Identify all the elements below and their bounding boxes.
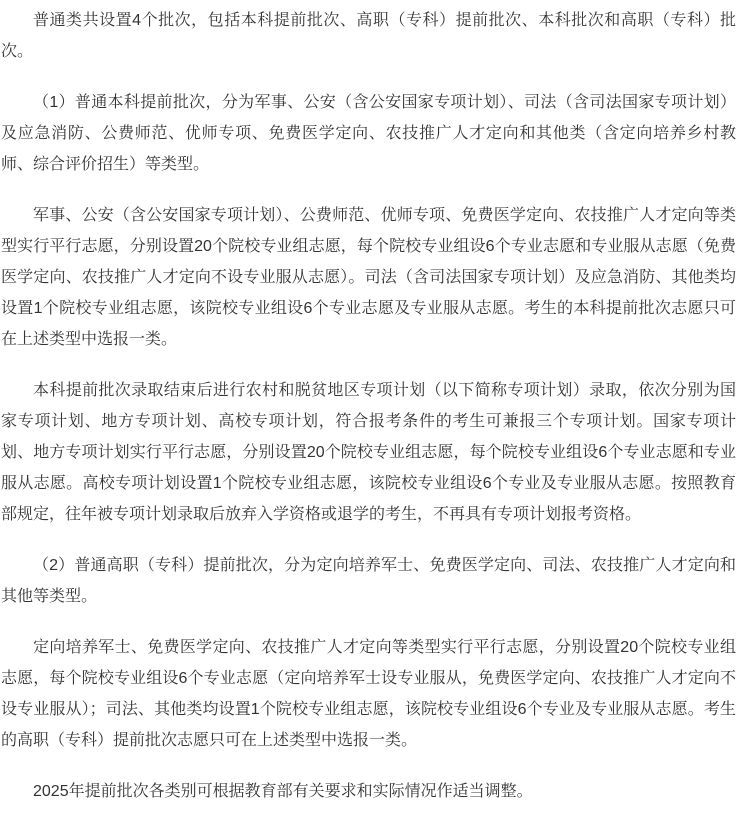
- paragraph-vocational-advance-volunteer-rules: 定向培养军士、免费医学定向、农技推广人才定向等类型实行平行志愿，分别设置20个院校专业组志愿，每个院校专业组设6个专业志愿（定向培养军士设专业服从，免费医学定向、农技推广人才定向不设专业服从）；司法、其他类均设置1个院校专业组志愿，该院校专业组设6个专业及专业服从志愿。考生的高职（专科）提前批次志愿只可在上述类型中选报一类。: [1, 639, 736, 749]
- paragraph-item1-undergrad-advance-batch: （1）普通本科提前批次，分为军事、公安（含公安国家专项计划）、司法（含司法国家专项计划）及应急消防、公费师范、优师专项、免费医学定向、农技推广人才定向和其他类（含定向培养乡村教师、综合评价招生）等类型。: [1, 94, 736, 173]
- paragraph-special-plan-rules: 本科提前批次录取结束后进行农村和脱贫地区专项计划（以下简称专项计划）录取，依次分别为国家专项计划、地方专项计划、高校专项计划，符合报考条件的考生可兼报三个专项计划。国家专项计划、地方专项计划实行平行志愿，分别设置20个院校专业组志愿，每个院校专业组设6个专业志愿和专业服从志愿。高校专项计划设置1个院校专业组志愿，该院校专业组设6个专业及专业服从志愿。按照教育部规定，往年被专项计划录取后放弃入学资格或退学的考生，不再具有专项计划报考资格。: [1, 382, 736, 523]
- paragraph-undergrad-advance-volunteer-rules: 军事、公安（含公安国家专项计划）、公费师范、优师专项、免费医学定向、农技推广人才定向等类型实行平行志愿，分别设置20个院校专业组志愿，每个院校专业组设6个专业志愿和专业服从志愿（免费医学定向、农技推广人才定向不设专业服从志愿）。司法（含司法国家专项计划）及应急消防、其他类均设置1个院校专业组志愿，该院校专业组设6个专业志愿及专业服从志愿。考生的本科提前批次志愿只可在上述类型中选报一类。: [1, 207, 736, 348]
- paragraph-batch-overview: 普通类共设置4个批次，包括本科提前批次、高职（专科）提前批次、本科批次和高职（专科）批次。: [1, 12, 736, 60]
- paragraph-2025-adjustment-note: 2025年提前批次各类别可根据教育部有关要求和实际情况作适当调整。: [33, 783, 533, 800]
- paragraph-item2-vocational-advance-batch: （2）普通高职（专科）提前批次，分为定向培养军士、免费医学定向、司法、农技推广人才定向和其他等类型。: [1, 557, 736, 605]
